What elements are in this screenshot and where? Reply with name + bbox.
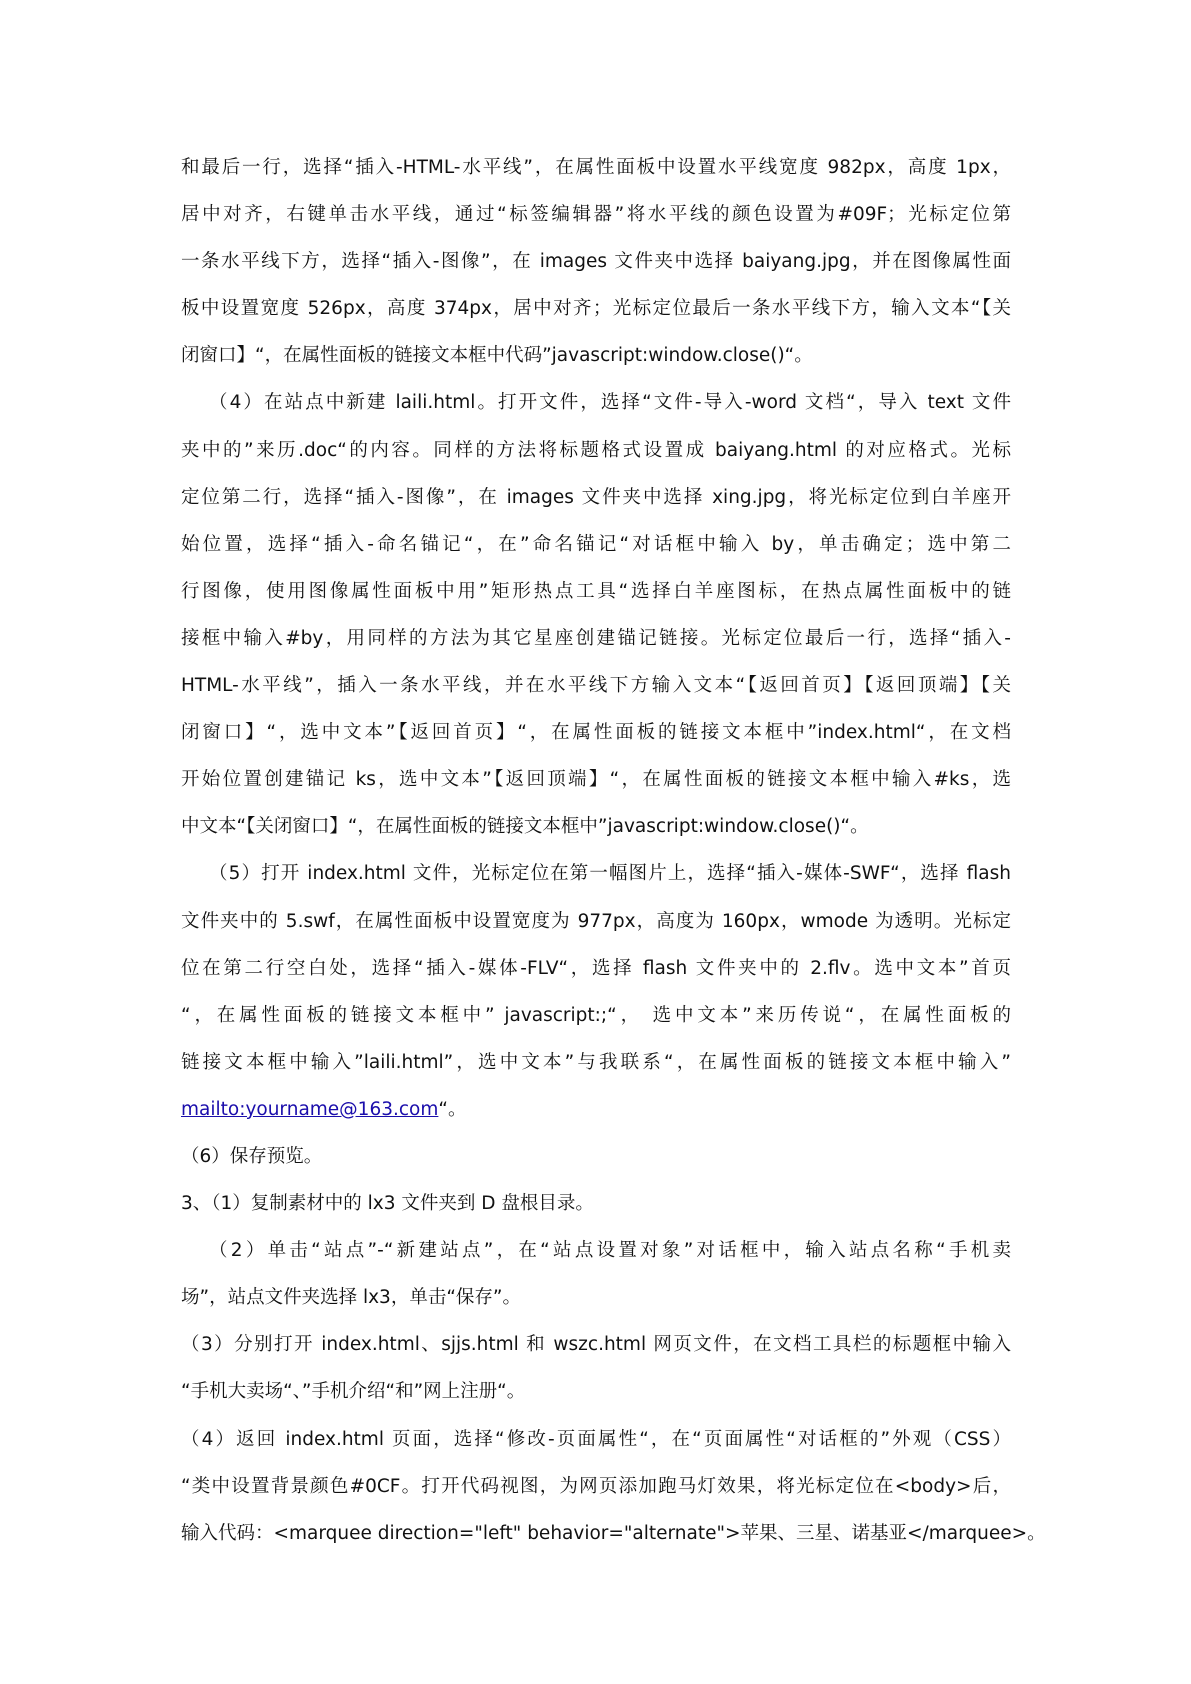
text-line: 位在第二行空白处，选择“插入-媒体-FLV“，选择 flash 文件夹中的 2.flv。选中文本”首页: [181, 957, 1011, 979]
paragraph-3-3-line: （3）分别打开 index.html、sjjs.html 和 wszc.html 网页文件，在文档工具栏的标题框中输入: [181, 1334, 1011, 1356]
text-line: 定位第二行，选择“插入-图像”，在 images 文件夹中选择 xing.jpg，将光标定位到白羊座开: [181, 486, 1011, 508]
text-line: “手机大卖场“、”手机介绍“和”网上注册“。: [181, 1381, 526, 1403]
text-line: 链接文本框中输入”laili.html”，选中文本”与我联系“，在属性面板的链接文本框中输入”: [181, 1051, 1011, 1073]
text-line: 闭窗口】“，在属性面板的链接文本框中代码”javascript:window.close()“。: [181, 345, 813, 367]
text-line: 居中对齐，右键单击水平线，通过“标签编辑器”将水平线的颜色设置为#09F；光标定位第: [181, 204, 1011, 226]
text-line: 一条水平线下方，选择“插入-图像”，在 images 文件夹中选择 baiyang.jpg，并在图像属性面: [181, 251, 1011, 273]
paragraph-3-4-line: （4）返回 index.html 页面，选择“修改-页面属性“，在“页面属性“对话框的”外观（CSS）: [181, 1428, 1011, 1450]
paragraph-6-line: （6）保存预览。: [181, 1145, 323, 1167]
email-line-suffix: “。: [438, 1098, 467, 1120]
text-line: 中文本“【关闭窗口】“，在属性面板的链接文本框中”javascript:window.close()“。: [181, 816, 869, 838]
text-line: 开始位置创建锚记 ks，选中文本”【返回顶端】“，在属性面板的链接文本框中输入#ks，选: [181, 769, 1011, 791]
paragraph-5-line: （5）打开 index.html 文件，光标定位在第一幅图片上，选择“插入-媒体-SWF“，选择 flash: [209, 863, 1011, 885]
text-line: 行图像，使用图像属性面板中用”矩形热点工具“选择白羊座图标，在热点属性面板中的链: [181, 580, 1011, 602]
paragraph-4-line: （4）在站点中新建 laili.html。打开文件，选择“文件-导入-word 文档“，导入 text 文件: [209, 392, 1011, 414]
text-line: 输入代码：<marquee direction="left" behavior="alternate">苹果、三星、诺基亚</marquee>。: [181, 1522, 1046, 1544]
text-line: 和最后一行，选择“插入-HTML-水平线”，在属性面板中设置水平线宽度 982px，高度 1px，: [181, 157, 1011, 178]
email-link[interactable]: mailto:yourname@163.com: [181, 1098, 439, 1120]
text-line: 板中设置宽度 526px，高度 374px，居中对齐；光标定位最后一条水平线下方，输入文本“【关: [181, 298, 1011, 320]
text-line: HTML-水平线”，插入一条水平线，并在水平线下方输入文本“【返回首页】【返回顶端】【关: [181, 675, 1011, 697]
text-line: 夹中的”来历.doc“的内容。同样的方法将标题格式设置成 baiyang.html 的对应格式。光标: [181, 439, 1011, 461]
section-3-line: 3、（1）复制素材中的 lx3 文件夹到 D 盘根目录。: [181, 1193, 594, 1215]
text-line: “，在属性面板的链接文本框中” javascript:;“， 选中文本”来历传说“，在属性面板的: [181, 1004, 1011, 1026]
text-line: 场”，站点文件夹选择 lx3，单击“保存”。: [181, 1287, 521, 1309]
text-line: 始位置，选择“插入-命名锚记“，在”命名锚记“对话框中输入 by，单击确定；选中第二: [181, 533, 1011, 555]
text-line: “类中设置背景颜色#0CF。打开代码视图，为网页添加跑马灯效果，将光标定位在<body>后，: [181, 1475, 1011, 1497]
document-body: [181, 144, 1046, 1557]
text-line: 文件夹中的 5.swf，在属性面板中设置宽度为 977px，高度为 160px，wmode 为透明。光标定: [181, 910, 1011, 932]
email-line: [181, 1086, 1011, 1133]
text-line: 闭窗口】“，选中文本”【返回首页】“，在属性面板的链接文本框中”index.html“，在文档: [181, 722, 1011, 744]
paragraph-3-2-line: （2）单击“站点”-“新建站点”，在“站点设置对象”对话框中，输入站点名称“手机卖: [209, 1240, 1011, 1262]
text-line: 接框中输入#by，用同样的方法为其它星座创建锚记链接。光标定位最后一行，选择“插入-: [181, 627, 1011, 649]
